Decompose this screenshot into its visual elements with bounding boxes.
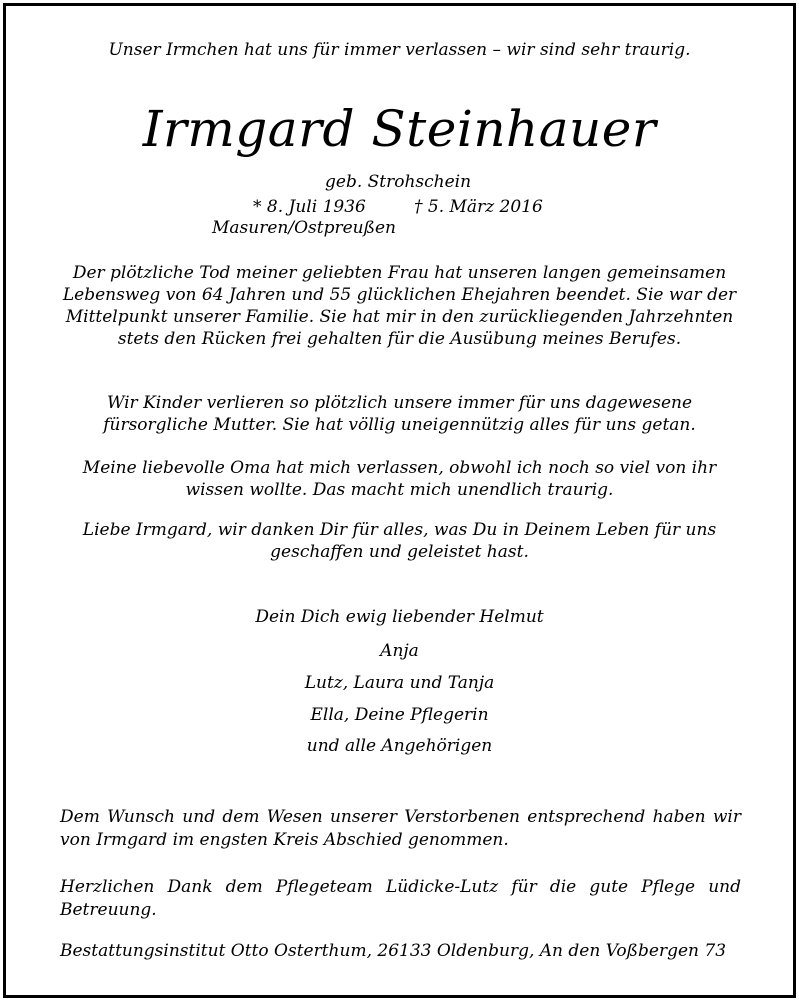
birthplace: Masuren/Ostpreußen: [212, 218, 396, 238]
farewell-note: Dem Wunsch und dem Wesen unserer Verstorbenen entsprechend haben wir von Irmgard im engsten Kreis Abschied genommen.: [60, 807, 741, 850]
signature-line: Lutz, Laura und Tanja: [304, 673, 495, 693]
birth-date: * 8. Juli 1936: [253, 197, 366, 217]
signature-line: und alle Angehörigen: [306, 736, 493, 756]
tribute-paragraph-grandchild: Meine liebevolle Oma hat mich verlassen, obwohl ich noch so viel von ihr wissen wollte. Das macht mich unendlich traurig.: [82, 458, 717, 500]
birth-name: geb. Strohschein: [325, 172, 472, 192]
tribute-paragraph-thanks: Liebe Irmgard, wir danken Dir für alles, was Du in Deinem Leben für uns geschaffen und geleistet hast.: [82, 520, 717, 562]
signature-line: Ella, Deine Pflegerin: [310, 705, 489, 725]
tribute-paragraph-husband: Der plötzliche Tod meiner geliebten Frau hat unseren langen gemeinsamen Lebensweg von 64 Jahren und 55 glücklichen Ehejahren beendet. Sie war der Mittelpunkt unserer Familie. Sie hat mir in den zurückliegenden Jahrzehnten stets den Rücken frei gehalten für die Ausübung meines Berufes.: [62, 263, 737, 349]
motto-line: Unser Irmchen hat uns für immer verlassen – wir sind sehr traurig.: [108, 40, 691, 60]
death-date: † 5. März 2016: [414, 197, 543, 217]
thanks-note: Herzlichen Dank dem Pflegeteam Lüdicke-Lutz für die gute Pflege und Betreuung.: [60, 877, 741, 920]
signature-line: Anja: [380, 641, 419, 661]
deceased-name: Irmgard Steinhauer: [142, 100, 657, 158]
funeral-home-footer: Bestattungsinstitut Otto Osterthum, 26133 Oldenburg, An den Voßbergen 73: [60, 941, 727, 961]
tribute-paragraph-children: Wir Kinder verlieren so plötzlich unsere immer für uns dagewesene fürsorgliche Mutter. Sie hat völlig uneigennützig alles für uns getan.: [103, 393, 696, 435]
signature-line: Dein Dich ewig liebender Helmut: [255, 607, 544, 627]
